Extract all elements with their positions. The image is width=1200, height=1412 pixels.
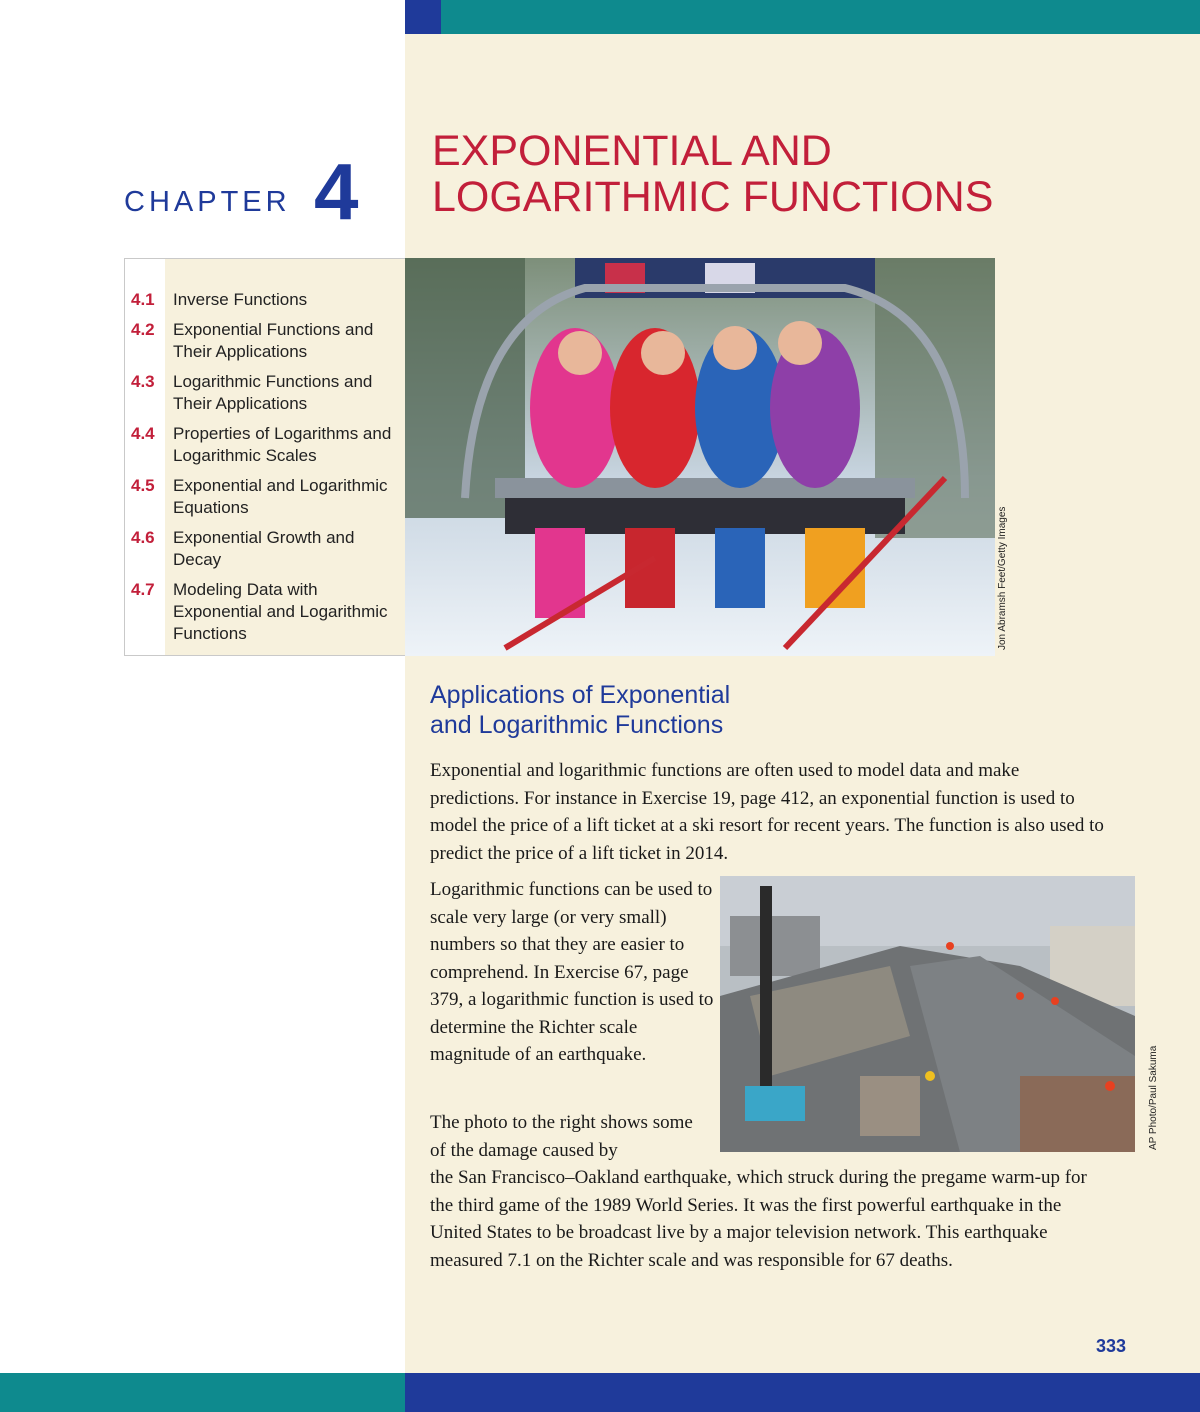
toc-item[interactable] [131,319,401,363]
section-heading-line1: Applications of Exponential [430,681,731,709]
photo-description-start: The photo to the right shows some of the damage caused by [430,1112,693,1161]
toc-number: 4.3 [131,372,155,391]
page-number: 333 [1096,1336,1127,1356]
chapter-title [432,128,993,220]
bottom-accent-bar-teal [0,1373,405,1412]
photo-description-rest: the San Francisco–Oakland earthquake, which struck during the pregame warm-up for the third game of the 1989 World Series. It was the first powerful earthquake in the United States to be broadcast live by a major television network. This earthquake measured 7.1 on the Richter scale and was responsible for 67 deaths. [430,1167,1087,1271]
section-heading-line2: and Logarithmic Functions [430,711,724,739]
ski-lift-photo [405,258,995,656]
toc-number: 4.7 [131,580,155,599]
ski-photo-credit: Jon Abramsh Feet/Getty Images [997,506,1008,650]
toc-title: Logarithmic Functions and Their Applications [173,372,373,413]
toc-number: 4.4 [131,424,155,443]
toc-title: Exponential Functions and Their Applications [173,320,374,361]
toc-title: Inverse Functions [173,290,308,309]
toc-list [131,289,401,653]
toc-item[interactable] [131,579,401,645]
chapter-contents [124,258,405,656]
logarithm-paragraph: Logarithmic functions can be used to scale very large (or very small) numbers so that they are easier to comprehend. In Exercise 67, page 379, a logarithmic function is used to determine the Richter scale magnitude of an earthquake. [430,879,714,1065]
toc-number: 4.6 [131,528,155,547]
toc-title: Modeling Data with Exponential and Logarithmic Functions [173,580,388,643]
top-accent-bar-teal [441,0,1200,34]
toc-item[interactable] [131,423,401,467]
toc-number: 4.5 [131,476,155,495]
intro-paragraph: Exponential and logarithmic functions are often used to model data and make predictions. For instance in Exercise 19, page 412, an exponential function is used to model the price of a lift ticket at a ski resort for recent years. The function is also used to predict the price of a lift ticket in 2014. [430,760,1104,864]
bottom-accent-bar-blue [405,1373,1200,1412]
chapter-title-line2: LOGARITHMIC FUNCTIONS [432,173,994,221]
toc-title: Properties of Logarithms and Logarithmic Scales [173,424,392,465]
toc-item[interactable] [131,475,401,519]
earthquake-photo-credit: AP Photo/Paul Sakuma [1148,1045,1159,1150]
top-accent-bar-blue [405,0,441,34]
chapter-title-line1: EXPONENTIAL AND [432,127,832,175]
earthquake-photo [720,876,1135,1152]
toc-title: Exponential and Logarithmic Equations [173,476,388,517]
section-heading [430,680,930,740]
chapter-label: CHAPTER [124,186,291,218]
chapter-number: 4 [314,147,359,236]
toc-item[interactable] [131,289,401,311]
toc-title: Exponential Growth and Decay [173,528,355,569]
toc-item[interactable] [131,371,401,415]
toc-item[interactable] [131,527,401,571]
toc-number: 4.2 [131,320,155,339]
toc-number: 4.1 [131,290,155,309]
